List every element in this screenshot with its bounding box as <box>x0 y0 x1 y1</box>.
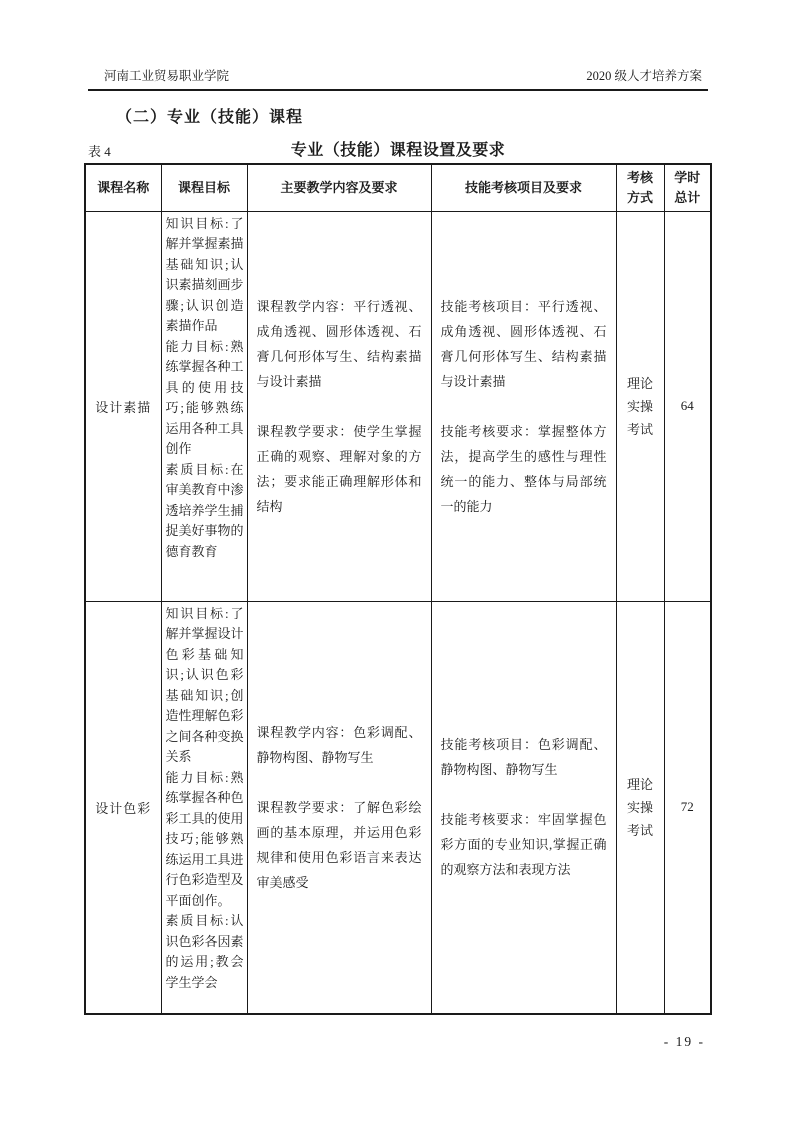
course-objectives-cell <box>161 601 247 1014</box>
skill-assessment-cell <box>431 211 616 601</box>
course-objectives-cell <box>161 211 247 601</box>
objective-ability: 能力目标:熟练掌握各种工具的使用技巧;能够熟练运用各种工具创作 <box>165 338 244 456</box>
exam-method-line: 考试 <box>626 822 653 838</box>
table-caption <box>88 136 708 160</box>
total-hours-cell: 64 <box>664 211 711 601</box>
col-header-course-objectives: 课程目标 <box>161 164 247 211</box>
assessment-requirements: 技能考核要求：牢固掌握色彩方面的专业知识,掌握正确的观察方法和表现方法 <box>440 812 607 878</box>
course-table <box>84 163 712 1015</box>
table-row <box>85 211 711 601</box>
exam-method-line: 理论 <box>626 375 653 391</box>
objective-quality: 素质目标:认识色彩各因素的运用;教会学生学会 <box>165 913 244 990</box>
exam-method-cell <box>616 601 664 1014</box>
exam-method-cell <box>616 211 664 601</box>
objective-knowledge: 知识目标:了解并掌握设计色彩基础知识;认识色彩基础知识;创造性理解色彩之间各种变换关系 <box>165 605 244 764</box>
table-number-label: 表 4 <box>88 144 111 159</box>
teaching-requirements: 课程教学要求：了解色彩绘画的基本原理，并运用色彩规律和使用色彩语言来表达审美感受 <box>256 799 422 890</box>
objective-knowledge: 知识目标:了解并掌握素描基础知识;认识素描刻画步骤;认识创造素描作品 <box>165 215 244 333</box>
exam-method-line: 考试 <box>626 421 653 437</box>
assessment-items: 技能考核项目：平行透视、成角透视、圆形体透视、石膏几何形体写生、结构素描与设计素描 <box>440 298 607 389</box>
table-title: 专业（技能）课程设置及要求 <box>290 142 506 159</box>
objective-quality: 素质目标:在审美教育中渗透培养学生捕捉美好事物的德育教育 <box>165 461 244 559</box>
header-school-name: 河南工业贸易职业学院 <box>104 69 230 83</box>
teaching-content: 课程教学内容：色彩调配、静物构图、静物写生 <box>256 724 422 765</box>
course-name-cell: 设计色彩 <box>85 601 161 1014</box>
col-header-total-hours: 学时总计 <box>664 164 711 211</box>
teaching-content-cell <box>247 211 431 601</box>
teaching-requirements: 课程教学要求：使学生掌握正确的观察、理解对象的方法；要求能正确理解形体和结构 <box>256 423 422 514</box>
objective-ability: 能力目标:熟练掌握各种色彩工具的使用技巧;能够熟练运用工具进行色彩造型及平面创作。 <box>165 769 244 908</box>
header-plan-title: 2020 级人才培养方案 <box>586 69 702 83</box>
table-row <box>85 601 711 1014</box>
page-footer <box>664 1034 705 1050</box>
assessment-items: 技能考核项目：色彩调配、静物构图、静物写生 <box>440 737 607 778</box>
course-name-cell: 设计素描 <box>85 211 161 601</box>
exam-method-line: 理论 <box>626 776 653 792</box>
col-header-skill-assessment: 技能考核项目及要求 <box>431 164 616 211</box>
col-header-course-name: 课程名称 <box>85 164 161 211</box>
section-heading: （二）专业（技能）课程 <box>116 109 304 126</box>
exam-method-line: 实操 <box>626 398 653 414</box>
total-hours-cell: 72 <box>664 601 711 1014</box>
page-number: - 19 - <box>663 1034 705 1049</box>
col-header-teaching-content: 主要教学内容及要求 <box>247 164 431 211</box>
exam-method-line: 实操 <box>626 799 653 815</box>
skill-assessment-cell <box>431 601 616 1014</box>
assessment-requirements: 技能考核要求：掌握整体方法，提高学生的感性与理性统一的能力、整体与局部统一的能力 <box>440 423 607 514</box>
col-header-exam-method: 考核方式 <box>616 164 664 211</box>
table-header-row <box>85 164 711 211</box>
page-header <box>88 66 708 91</box>
teaching-content: 课程教学内容：平行透视、成角透视、圆形体透视、石膏几何形体写生、结构素描与设计素描 <box>256 298 422 389</box>
teaching-content-cell <box>247 601 431 1014</box>
